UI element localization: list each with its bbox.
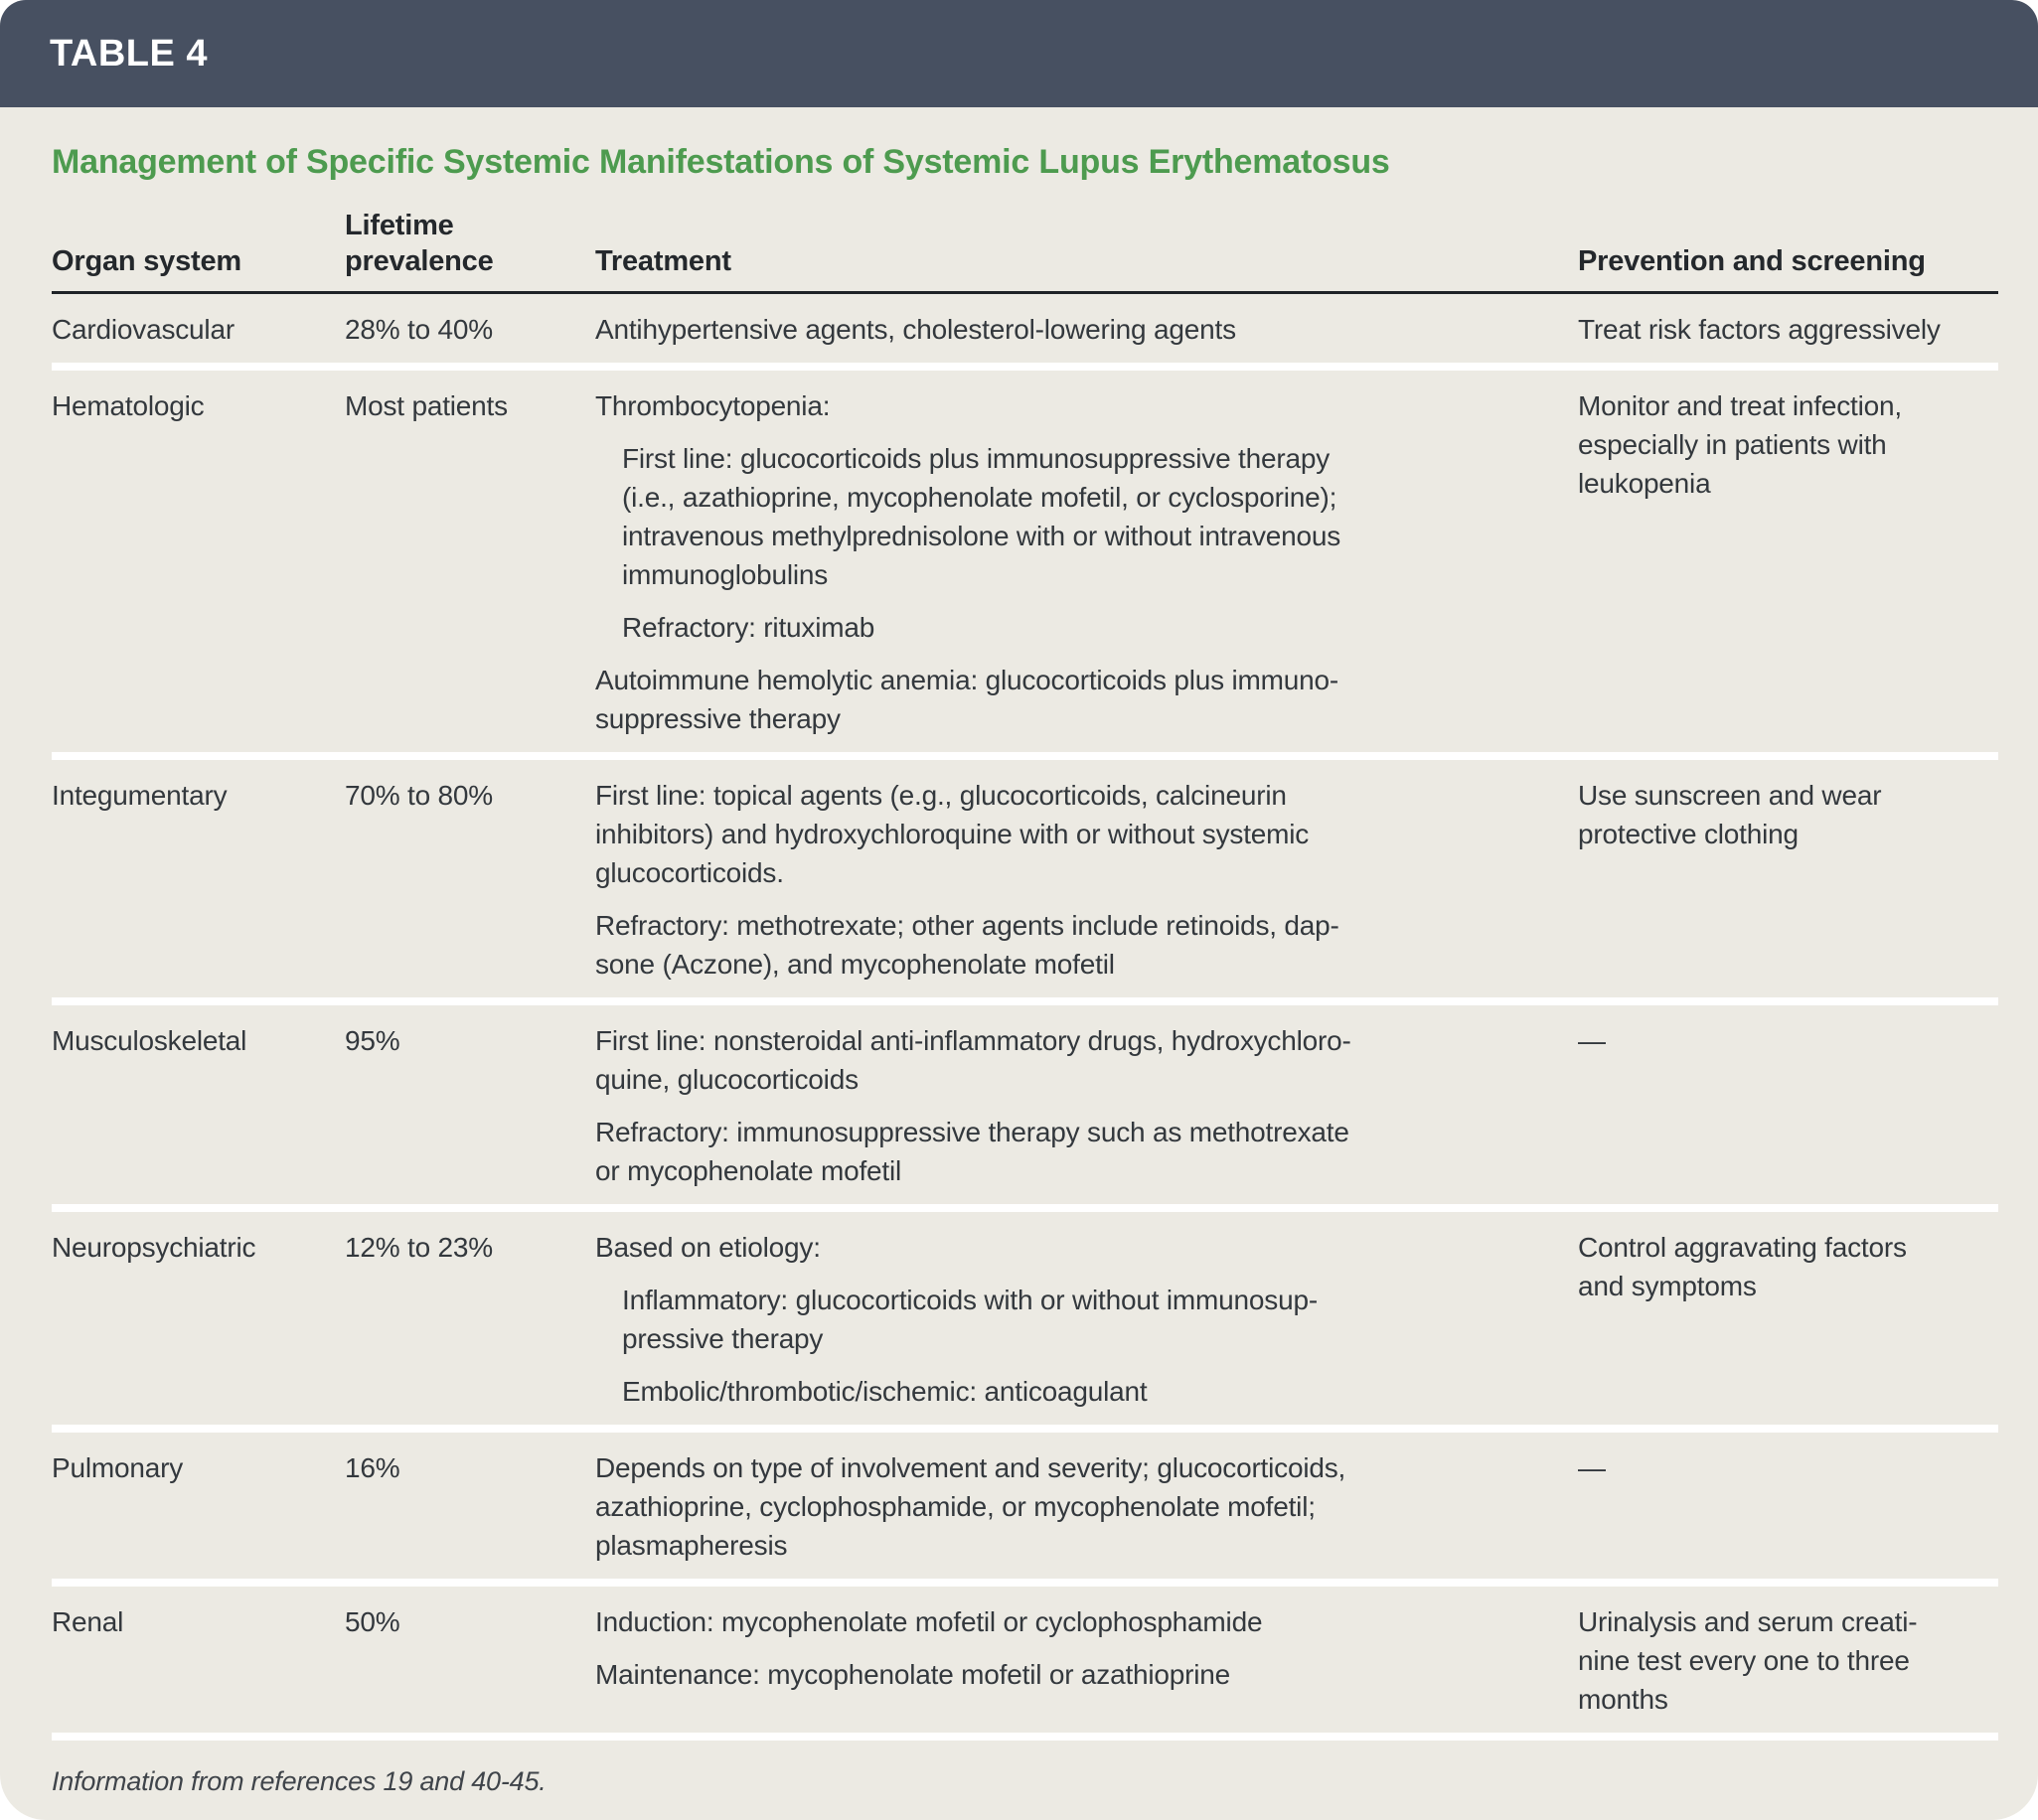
prevention-cell: [1578, 1602, 1998, 1719]
treatment-line: sone (Aczone), and mycophenolate mofetil: [595, 949, 1115, 980]
organ-cell: Integumentary: [52, 780, 228, 811]
table-row-cardiovascular: [52, 294, 1998, 363]
organ-cell: Pulmonary: [52, 1452, 184, 1483]
col-header-prevention-screening: Prevention and screening: [1578, 245, 1926, 277]
treatment-line: Thrombocytopenia:: [595, 390, 831, 421]
prevention-line: Control aggravating factors: [1578, 1232, 1907, 1263]
treatment-line: glucocorticoids.: [595, 857, 784, 888]
prevention-cell: [1578, 776, 1998, 984]
treatment-line: Maintenance: mycophenolate mofetil or azathioprine: [595, 1659, 1231, 1690]
treatment-paragraph: [595, 1655, 1558, 1694]
prevention-line: Use sunscreen and wear: [1578, 780, 1882, 811]
prevention-line: —: [1578, 1452, 1606, 1483]
prevention-line: nine test every one to three: [1578, 1645, 1910, 1676]
prevalence-cell: Most patients: [345, 390, 508, 421]
prevalence-cell: 70% to 80%: [345, 780, 493, 811]
organ-cell: Hematologic: [52, 390, 205, 421]
prevention-cell: [1578, 310, 1998, 349]
prevention-line: protective clothing: [1578, 819, 1799, 849]
treatment-line: Autoimmune hemolytic anemia: glucocorticoids plus immuno-: [595, 665, 1339, 695]
treatment-line: plasmapheresis: [595, 1530, 788, 1561]
treatment-line: suppressive therapy: [595, 703, 841, 734]
footer-divider: [52, 1733, 1998, 1741]
treatment-line: Refractory: immunosuppressive therapy such as methotrexate: [595, 1117, 1349, 1147]
treatment-paragraph: [595, 661, 1558, 738]
treatment-line: pressive therapy: [622, 1323, 824, 1354]
prevention-line: especially in patients with: [1578, 429, 1887, 460]
treatment-paragraph: [595, 1113, 1558, 1190]
treatment-line: Refractory: methotrexate; other agents include retinoids, dap-: [595, 910, 1339, 941]
table-row-integumentary: [52, 752, 1998, 997]
treatment-paragraph: [595, 1228, 1558, 1267]
treatment-line: Induction: mycophenolate mofetil or cyclophosphamide: [595, 1606, 1263, 1637]
prevention-line: Monitor and treat infection,: [1578, 390, 1902, 421]
table-row-musculoskeletal: [52, 997, 1998, 1204]
col-header-lifetime-prevalence-line1: Lifetime: [345, 210, 454, 241]
prevention-cell: [1578, 386, 1998, 738]
organ-cell: Cardiovascular: [52, 314, 235, 345]
treatment-line: inhibitors) and hydroxychloroquine with or without systemic: [595, 819, 1310, 849]
treatment-line: First line: topical agents (e.g., glucocorticoids, calcineurin: [595, 780, 1287, 811]
treatment-line: First line: nonsteroidal anti-inflammatory drugs, hydroxychloro-: [595, 1025, 1351, 1056]
prevention-line: Urinalysis and serum creati-: [1578, 1606, 1918, 1637]
table-header-band: [0, 0, 2038, 107]
treatment-line: Based on etiology:: [595, 1232, 821, 1263]
table-row-pulmonary: [52, 1425, 1998, 1579]
prevalence-cell: 95%: [345, 1025, 400, 1056]
treatment-cell: [595, 1602, 1578, 1719]
treatment-paragraph: [595, 906, 1558, 984]
organ-cell: Renal: [52, 1606, 124, 1637]
treatment-line: quine, glucocorticoids: [595, 1064, 859, 1095]
prevalence-cell: 16%: [345, 1452, 400, 1483]
treatment-paragraph: [595, 1281, 1558, 1358]
table-title: Management of Specific Systemic Manifestations of Systemic Lupus Erythematosus: [52, 143, 1390, 181]
prevention-cell: [1578, 1021, 1998, 1190]
treatment-cell: [595, 386, 1578, 738]
treatment-cell: [595, 776, 1578, 984]
prevalence-cell: 50%: [345, 1606, 400, 1637]
col-header-lifetime-prevalence-line2: prevalence: [345, 245, 494, 277]
treatment-line: First line: glucocorticoids plus immunosuppressive therapy: [622, 443, 1331, 474]
treatment-line: intravenous methylprednisolone with or without intravenous: [622, 521, 1341, 551]
table-row-neuropsychiatric: [52, 1204, 1998, 1425]
table-row-hematologic: [52, 363, 1998, 752]
table-rows: [52, 294, 1998, 1733]
treatment-paragraph: [595, 310, 1558, 349]
treatment-cell: [595, 1021, 1578, 1190]
table-body-panel: [0, 107, 2038, 1820]
source-note: Information from references 19 and 40-45.: [52, 1766, 547, 1796]
prevention-line: months: [1578, 1684, 1668, 1715]
col-header-organ-system: Organ system: [52, 245, 242, 277]
treatment-line: immunoglobulins: [622, 559, 829, 590]
treatment-line: Inflammatory: glucocorticoids with or without immunosup-: [622, 1285, 1318, 1315]
prevention-line: —: [1578, 1025, 1606, 1056]
prevention-line: Treat risk factors aggressively: [1578, 314, 1941, 345]
treatment-line: azathioprine, cyclophosphamide, or mycophenolate mofetil;: [595, 1491, 1316, 1522]
treatment-cell: [595, 1448, 1578, 1565]
table-row-renal: [52, 1579, 1998, 1733]
treatment-paragraph: [595, 1021, 1558, 1099]
treatment-line: (i.e., azathioprine, mycophenolate mofetil, or cyclosporine);: [622, 482, 1337, 513]
prevalence-cell: 28% to 40%: [345, 314, 493, 345]
treatment-line: or mycophenolate mofetil: [595, 1155, 902, 1186]
organ-cell: Musculoskeletal: [52, 1025, 247, 1056]
treatment-paragraph: [595, 608, 1558, 647]
treatment-cell: [595, 310, 1578, 349]
treatment-line: Embolic/thrombotic/ischemic: anticoagulant: [622, 1376, 1148, 1407]
treatment-paragraph: [595, 1602, 1558, 1641]
table-label: TABLE 4: [50, 32, 209, 75]
treatment-paragraph: [595, 776, 1558, 892]
treatment-paragraph: [595, 386, 1558, 425]
prevention-cell: [1578, 1448, 1998, 1565]
treatment-line: Refractory: rituximab: [622, 612, 875, 643]
treatment-cell: [595, 1228, 1578, 1411]
prevention-line: leukopenia: [1578, 468, 1711, 499]
organ-cell: Neuropsychiatric: [52, 1232, 256, 1263]
column-header-row: [52, 208, 1998, 294]
treatment-line: Antihypertensive agents, cholesterol-lowering agents: [595, 314, 1236, 345]
prevention-cell: [1578, 1228, 1998, 1411]
prevalence-cell: 12% to 23%: [345, 1232, 493, 1263]
prevention-line: and symptoms: [1578, 1271, 1757, 1301]
treatment-paragraph: [595, 439, 1558, 594]
col-header-treatment: Treatment: [595, 245, 731, 277]
treatment-line: Depends on type of involvement and severity; glucocorticoids,: [595, 1452, 1346, 1483]
treatment-paragraph: [595, 1372, 1558, 1411]
col-header-lifetime-prevalence: [345, 208, 595, 279]
treatment-paragraph: [595, 1448, 1558, 1565]
